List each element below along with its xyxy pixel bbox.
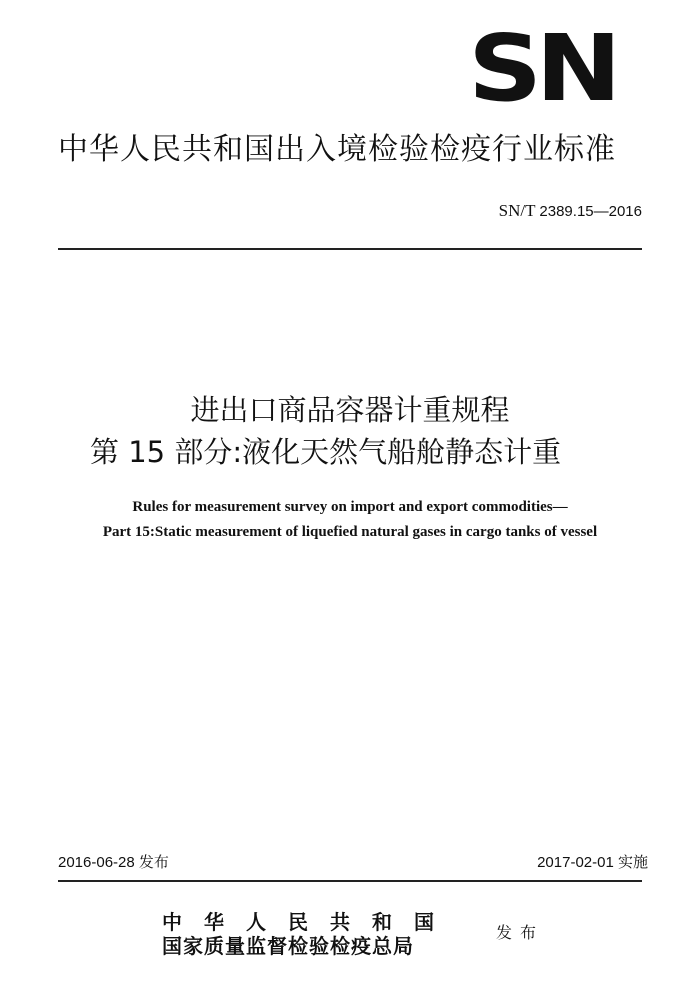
standard-number [499, 200, 642, 223]
standard-number-prefix: SN/T [498, 201, 536, 220]
implement-date: 2017-02-01 实施 [537, 854, 648, 871]
sn-logo: SN [468, 15, 616, 122]
issue-date: 2016-06-28 发布 [58, 854, 169, 871]
title-en-line2: Part 15:Static measurement of liquefied natural gases in cargo tanks of vessel [102, 524, 598, 540]
bottom-divider [58, 880, 642, 882]
issuer-agency: 国家质量监督检验检疫总局 [162, 934, 414, 958]
title-cn-line1: 进出口商品容器计重规程 [190, 393, 510, 427]
title-en-line1: Rules for measurement survey on import and export commodities— [132, 499, 568, 515]
standard-number-value: 2389.15—2016 [539, 203, 642, 220]
top-divider [58, 248, 642, 250]
issuer-block [162, 910, 482, 958]
publish-label: 发布 [496, 923, 545, 942]
title-cn-line2: 第 15 部分:液化天然气船舱静态计重 [90, 435, 562, 469]
issuer-country: 中华人民共和国 [162, 910, 456, 934]
standard-type-heading: 中华人民共和国出入境检验检疫行业标准 [58, 132, 616, 167]
